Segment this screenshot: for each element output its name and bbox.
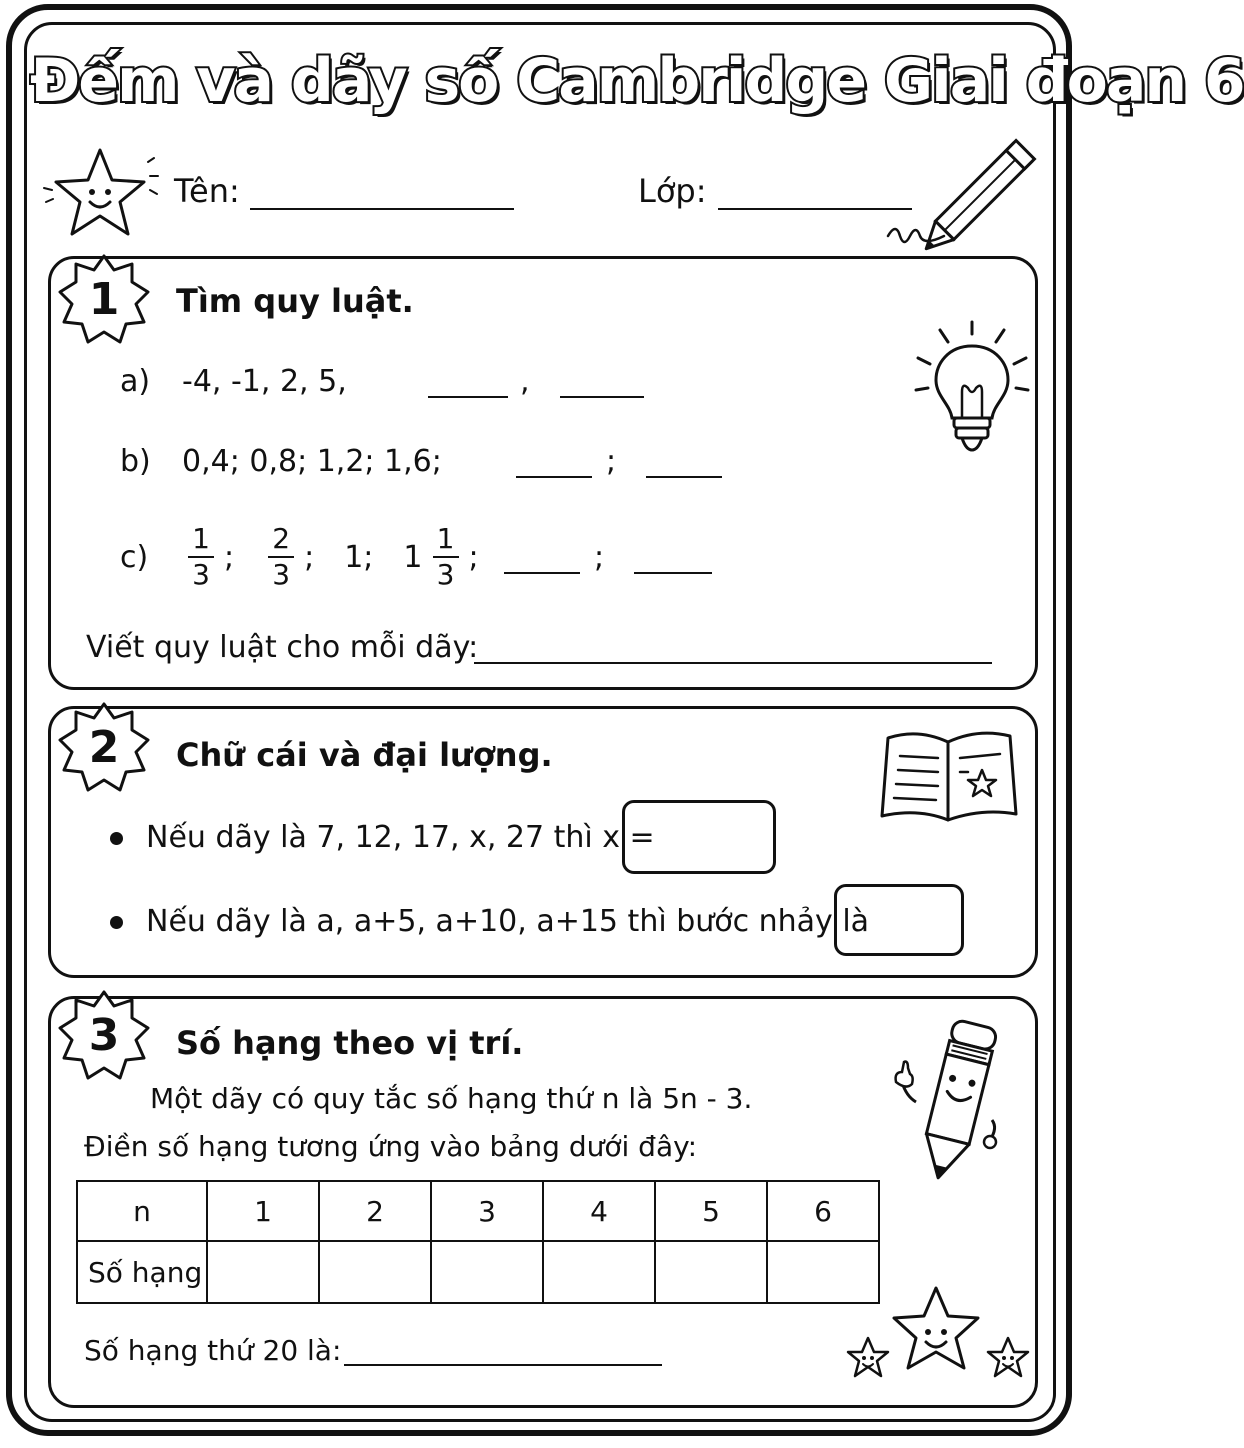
item-a-separator: ,: [520, 364, 530, 399]
x-answer-box[interactable]: [622, 800, 776, 874]
item-b-sequence: 0,4; 0,8; 1,2; 1,6;: [182, 444, 442, 479]
item-c-separator: ;: [594, 540, 605, 575]
term-20-prompt: Số hạng thứ 20 là:: [84, 1334, 342, 1367]
sequence-rule: Một dãy có quy tắc số hạng thứ n là 5n - 3.: [150, 1082, 753, 1115]
section-3-number: 3: [88, 1010, 120, 1061]
worksheet-title: Đếm và dãy số Cambridge Giai đoạn 6: [30, 46, 1244, 116]
rule-answer-line[interactable]: [474, 662, 992, 664]
rule-prompt: Viết quy luật cho mỗi dãy:: [86, 630, 479, 665]
term-cell-4[interactable]: [543, 1241, 655, 1303]
table-col-1: 1: [207, 1181, 319, 1241]
table-header-term: Số hạng: [77, 1241, 207, 1303]
item-c-blank-1[interactable]: [504, 572, 580, 574]
term-cell-1[interactable]: [207, 1241, 319, 1303]
question-x-value: Nếu dãy là 7, 12, 17, x, 27 thì x =: [146, 820, 655, 855]
pencil-icon: [880, 140, 1050, 248]
fraction-2-3: $\frac{2}{3}$: [268, 524, 294, 590]
bullet-2: [110, 916, 123, 929]
name-label: Tên:: [174, 172, 240, 210]
item-b-label: b): [120, 444, 151, 479]
section-1-number: 1: [88, 274, 120, 325]
table-header-n: n: [77, 1181, 207, 1241]
term-20-answer-line[interactable]: [344, 1364, 662, 1366]
step-answer-box[interactable]: [834, 884, 964, 956]
table-col-4: 4: [543, 1181, 655, 1241]
item-c-label: c): [120, 540, 149, 575]
item-b-separator: ;: [606, 444, 617, 479]
section-2-number: 2: [88, 722, 120, 773]
item-a-label: a): [120, 364, 151, 399]
term-cell-3[interactable]: [431, 1241, 543, 1303]
item-c-blank-2[interactable]: [634, 572, 712, 574]
name-field[interactable]: [250, 208, 514, 210]
table-instruction: Điền số hạng tương ứng vào bảng dưới đây:: [84, 1130, 698, 1163]
pencil-character-icon: [886, 1016, 1006, 1192]
item-c-sequence: $\frac{1}{3}$ ; $\frac{2}{3}$ ; 1; 1 $\frac{1}{3}$ ;: [188, 524, 479, 590]
table-col-5: 5: [655, 1181, 767, 1241]
class-label: Lớp:: [638, 172, 707, 210]
fraction-1-3: $\frac{1}{3}$: [188, 524, 214, 590]
term-cell-5[interactable]: [655, 1241, 767, 1303]
table-row: [77, 1241, 879, 1303]
bullet-1: [110, 832, 123, 845]
table-col-3: 3: [431, 1181, 543, 1241]
table-row: [77, 1181, 879, 1241]
stars-group-icon: [840, 1282, 1036, 1394]
term-cell-2[interactable]: [319, 1241, 431, 1303]
item-a-sequence: -4, -1, 2, 5,: [182, 364, 347, 399]
mixed-fraction-1-1-3: $\frac{1}{3}$: [433, 524, 459, 590]
item-a-blank-1[interactable]: [428, 396, 508, 398]
section-1-title: Tìm quy luật.: [176, 282, 414, 320]
table-col-2: 2: [319, 1181, 431, 1241]
section-2-title: Chữ cái và đại lượng.: [176, 736, 553, 774]
table-col-6: 6: [767, 1181, 879, 1241]
section-3-title: Số hạng theo vị trí.: [176, 1024, 524, 1062]
item-a-blank-2[interactable]: [560, 396, 644, 398]
item-b-blank-2[interactable]: [646, 476, 722, 478]
open-book-icon: [878, 724, 1020, 828]
lightbulb-icon: [912, 318, 1032, 458]
item-b-blank-1[interactable]: [516, 476, 592, 478]
question-step-size: Nếu dãy là a, a+5, a+10, a+15 thì bước nhảy là: [146, 904, 870, 939]
terms-table: [76, 1180, 880, 1304]
star-face-icon: [38, 142, 162, 242]
